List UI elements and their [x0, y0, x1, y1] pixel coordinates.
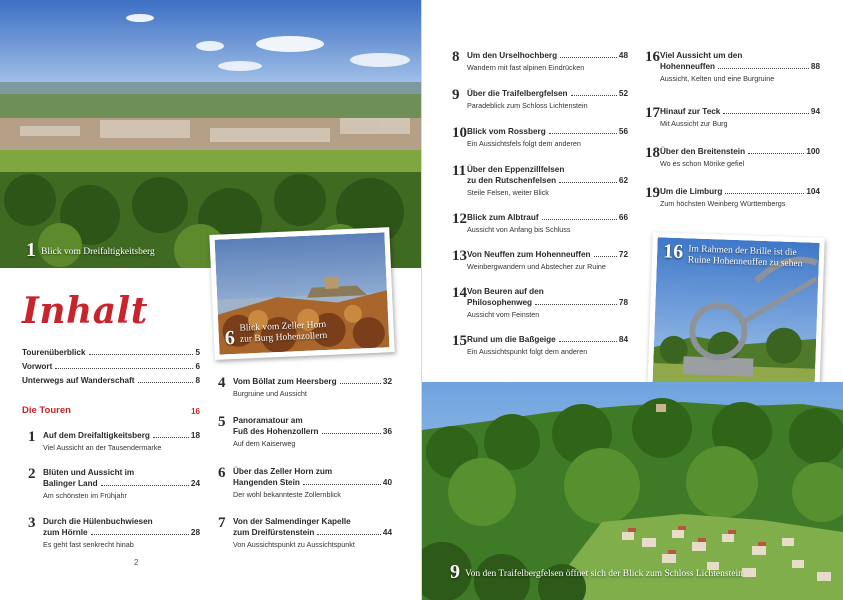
- tour-entry[interactable]: [645, 50, 820, 84]
- page-title: Inhalt: [22, 290, 148, 332]
- leader-dots: [153, 437, 189, 438]
- tour-page: 66: [618, 213, 628, 222]
- leader-dots: [559, 341, 617, 342]
- toc-entry-page: 6: [195, 362, 200, 371]
- tour-page: 94: [810, 107, 820, 116]
- tour-subtitle: Aussicht, Kelten und eine Burgruine: [660, 74, 775, 83]
- tour-entry[interactable]: [452, 334, 628, 357]
- caption-line: Im Rahmen der Brille ist die: [688, 244, 797, 259]
- caption-number: 6: [224, 326, 236, 350]
- tour-subtitle: Viel Aussicht an der Tausendermarke: [43, 443, 162, 452]
- caption-number: 9: [450, 561, 460, 583]
- toc-entry-label: Unterwegs auf Wanderschaft: [22, 376, 135, 385]
- tour-subtitle: Wandern mit fast alpinen Eindrücken: [467, 63, 585, 72]
- tour-title: Um den Urselhochberg: [467, 51, 558, 60]
- caption-line: zur Burg Hohenzollern: [239, 331, 328, 345]
- leader-dots: [723, 113, 809, 114]
- tour-title: Rund um die Baßgeige: [467, 335, 556, 344]
- tour-subtitle: Von Aussichtspunkt zu Aussichtspunkt: [233, 540, 355, 549]
- tour-entry[interactable]: [28, 467, 200, 501]
- tour-subtitle: Mit Aussicht zur Burg: [660, 119, 728, 128]
- tour-title-line2: Hangenden Stein: [233, 478, 300, 487]
- tour-entry[interactable]: [452, 212, 628, 235]
- tour-number: 11: [452, 163, 467, 179]
- tour-number: 3: [28, 515, 36, 531]
- toc-entry-label: Tourenüberblick: [22, 348, 86, 357]
- tour-title: Blick zum Albtrauf: [467, 213, 539, 222]
- tour-number: 7: [218, 515, 226, 531]
- tour-subtitle: Auf dem Kaiserweg: [233, 439, 296, 448]
- front-matter-list: [22, 348, 200, 390]
- tour-entry[interactable]: [645, 146, 820, 169]
- tour-number: 6: [218, 465, 226, 481]
- tour-title: Viel Aussicht um den: [660, 51, 743, 60]
- tour-entry[interactable]: [452, 249, 628, 272]
- page-number: 2: [134, 558, 139, 567]
- tour-number: 1: [28, 429, 36, 445]
- tour-page: 18: [190, 431, 200, 440]
- tour-subtitle: Paradeblick zum Schloss Lichtenstein: [467, 101, 588, 110]
- leader-dots: [560, 57, 617, 58]
- tour-title: Vom Böllat zum Heersberg: [233, 377, 337, 386]
- toc-entry[interactable]: [22, 362, 200, 376]
- caption-line: Blick vom Zeller Horn: [239, 320, 327, 334]
- leader-dots: [89, 354, 194, 355]
- tour-page: 44: [382, 528, 392, 537]
- leader-dots: [535, 304, 617, 305]
- caption-text: [239, 320, 327, 348]
- caption-text: Blick vom Dreifaltigkeitsberg: [41, 247, 155, 258]
- tour-title: Über die Traifelbergfelsen: [467, 89, 568, 98]
- caption-text: [688, 242, 803, 272]
- tour-number: 13: [452, 248, 467, 264]
- tour-title: Durch die Hülenbuchwiesen: [43, 517, 153, 526]
- tour-entry[interactable]: [452, 126, 628, 149]
- photo-traifelbergfelsen: [422, 382, 843, 600]
- tour-title: Von Beuren auf den: [467, 287, 544, 296]
- leader-dots: [542, 219, 617, 220]
- tour-title: Um die Limburg: [660, 187, 723, 196]
- tour-number: 9: [452, 87, 460, 103]
- leader-dots: [718, 68, 809, 69]
- tour-page: 88: [810, 62, 820, 71]
- tour-title: Von Neuffen zum Hohenneuffen: [467, 250, 591, 259]
- leader-dots: [748, 153, 804, 154]
- tour-entry[interactable]: [218, 516, 392, 550]
- tour-number: 15: [452, 333, 467, 349]
- tour-entry[interactable]: [645, 106, 820, 129]
- tour-page: 104: [806, 187, 820, 196]
- tour-entry[interactable]: [452, 88, 628, 111]
- toc-entry-page: 5: [195, 348, 200, 357]
- tour-title-line2: zu den Rutschenfelsen: [467, 176, 557, 185]
- toc-entry[interactable]: [22, 376, 200, 390]
- tour-entry[interactable]: [218, 376, 392, 399]
- tour-number: 10: [452, 125, 467, 141]
- tour-page: 84: [618, 335, 628, 344]
- tour-entry[interactable]: [28, 516, 200, 550]
- leader-dots: [340, 383, 381, 384]
- tour-page: 32: [382, 377, 392, 386]
- photo-caption: [663, 241, 803, 272]
- tour-subtitle: Ein Aussichtsfels folgt dem anderen: [467, 139, 581, 148]
- tour-entry[interactable]: [452, 164, 628, 198]
- leader-dots: [322, 433, 381, 434]
- leader-dots: [571, 95, 617, 96]
- tour-subtitle: Aussicht von Anfang bis Schluss: [467, 225, 571, 234]
- tour-title: Über den Eppenzillfelsen: [467, 165, 565, 174]
- tour-page: 36: [382, 427, 392, 436]
- tour-page: 40: [382, 478, 392, 487]
- tour-page: 100: [806, 147, 820, 156]
- toc-entry-page: 8: [195, 376, 200, 385]
- tour-number: 2: [28, 466, 36, 482]
- tour-page: 48: [618, 51, 628, 60]
- tour-entry[interactable]: [218, 415, 392, 449]
- leader-dots: [138, 382, 194, 383]
- photo-brille-hohenneuffen: [647, 232, 824, 398]
- tour-title-line2: Hohenneuffen: [660, 62, 716, 71]
- tour-number: 14: [452, 285, 467, 301]
- tour-page: 72: [618, 250, 628, 259]
- tour-page: 78: [618, 298, 628, 307]
- toc-entry-label: Vorwort: [22, 362, 53, 371]
- leader-dots: [55, 368, 193, 369]
- leader-dots: [594, 256, 617, 257]
- tour-number: 17: [645, 105, 660, 121]
- tour-subtitle: Steile Felsen, weiter Blick: [467, 188, 549, 197]
- tour-number: 19: [645, 185, 660, 201]
- tour-title: Über den Breitenstein: [660, 147, 746, 156]
- tour-entry[interactable]: [28, 430, 200, 453]
- tour-title: Blüten und Aussicht im: [43, 468, 135, 477]
- tour-subtitle: Wo es schon Mörike gefiel: [660, 159, 745, 168]
- tour-entry[interactable]: [452, 50, 628, 73]
- tour-number: 12: [452, 211, 467, 227]
- tour-subtitle: Ein Aussichtspunkt folgt dem anderen: [467, 347, 588, 356]
- tour-number: 8: [452, 49, 460, 65]
- touren-heading-label: Die Touren: [22, 405, 71, 416]
- tour-subtitle: Der wohl bekannteste Zollernblick: [233, 490, 341, 499]
- tour-subtitle: Am schönsten im Frühjahr: [43, 491, 127, 500]
- tour-title-line2: Philosophenweg: [467, 298, 533, 307]
- leader-dots: [303, 484, 381, 485]
- tour-title-line2: zum Hörnle: [43, 528, 88, 537]
- leader-dots: [559, 182, 617, 183]
- tour-subtitle: Es geht fast senkrecht hinab: [43, 540, 134, 549]
- tour-title: Über das Zeller Horn zum: [233, 467, 333, 476]
- leader-dots: [101, 485, 189, 486]
- leader-dots: [91, 534, 189, 535]
- toc-entry[interactable]: [22, 348, 200, 362]
- caption-number: 16: [662, 240, 684, 264]
- leader-dots: [317, 534, 380, 535]
- leader-dots: [725, 193, 804, 194]
- caption-line: Ruine Hohenneuffen zu sehen: [687, 255, 803, 270]
- tour-page: 56: [618, 127, 628, 136]
- tour-title: Hinauf zur Teck: [660, 107, 721, 116]
- tour-number: 18: [645, 145, 660, 161]
- touren-heading[interactable]: [22, 405, 200, 416]
- tour-page: 24: [190, 479, 200, 488]
- photo-caption: [450, 562, 743, 582]
- tour-subtitle: Aussicht vom Feinsten: [467, 310, 540, 319]
- caption-number: 1: [26, 239, 36, 261]
- tour-page: 62: [618, 176, 628, 185]
- tour-title-line2: Fuß des Hohenzollern: [233, 427, 319, 436]
- tour-number: 5: [218, 414, 226, 430]
- photo-zeller-horn: [209, 227, 394, 360]
- tour-title: Auf dem Dreifaltigkeitsberg: [43, 431, 150, 440]
- tour-page: 28: [190, 528, 200, 537]
- tour-title: Blick vom Rossberg: [467, 127, 546, 136]
- tour-subtitle: Zum höchsten Weinberg Württembergs: [660, 199, 786, 208]
- photo-caption: [26, 240, 155, 260]
- touren-heading-page: 16: [191, 407, 200, 416]
- photo-caption: [224, 320, 327, 348]
- tour-title-line2: zum Dreifürstenstein: [233, 528, 315, 537]
- tour-entry[interactable]: [452, 286, 628, 320]
- tour-entry[interactable]: [645, 186, 820, 209]
- caption-text: Von den Traifelbergfelsen öffnet sich der Blick zum Schloss Lichtenstein: [465, 569, 743, 580]
- tour-subtitle: Burgruine und Aussicht: [233, 389, 307, 398]
- tour-number: 16: [645, 49, 660, 65]
- tour-page: 52: [618, 89, 628, 98]
- tour-subtitle: Weinbergwandern und Abstecher zur Ruine: [467, 262, 606, 271]
- tour-title-line2: Balinger Land: [43, 479, 98, 488]
- tour-title: Von der Salmendinger Kapelle: [233, 517, 351, 526]
- tour-number: 4: [218, 375, 226, 391]
- leader-dots: [549, 133, 617, 134]
- tour-entry[interactable]: [218, 466, 392, 500]
- tour-title: Panoramatour am: [233, 416, 303, 425]
